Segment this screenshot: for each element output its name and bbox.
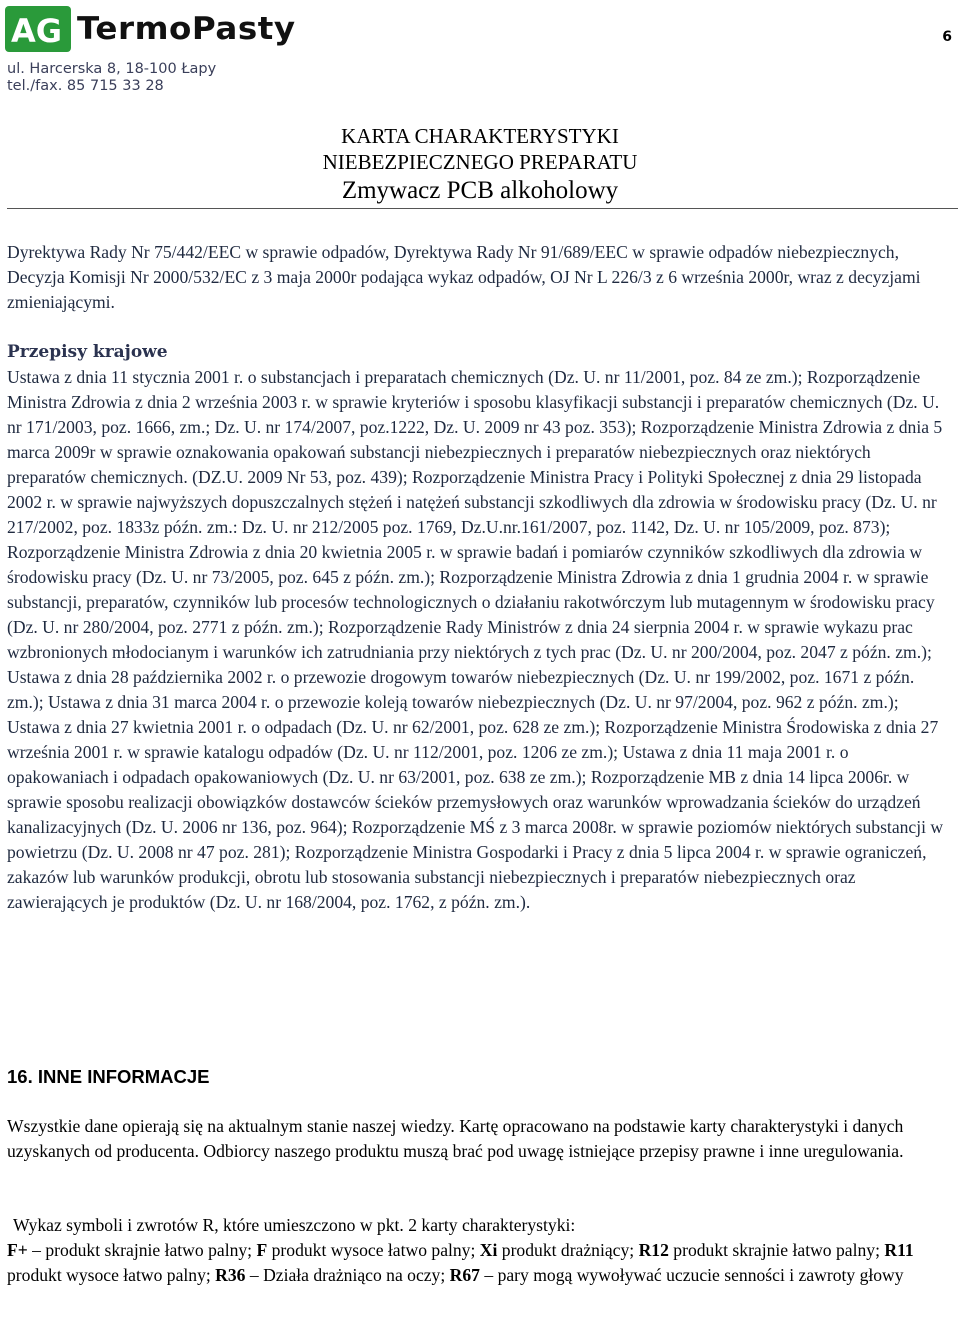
- symbol-code: R36: [215, 1265, 246, 1285]
- doc-title-line1: KARTA CHARAKTERYSTYKI: [341, 124, 619, 148]
- symbol-desc: produkt skrajnie łatwo palny;: [668, 1240, 885, 1260]
- company-logo: [5, 6, 296, 52]
- title-divider: [7, 208, 958, 209]
- symbol-desc: – produkt skrajnie łatwo palny;: [27, 1240, 257, 1260]
- symbols-list: [7, 1213, 954, 1288]
- symbol-code: R11: [884, 1240, 914, 1260]
- symbol-desc: produkt drażniący;: [497, 1240, 639, 1260]
- address-line: ul. Harcerska 8, 18-100 Łapy: [7, 61, 217, 77]
- symbol-desc: produkt wysoce łatwo palny;: [267, 1240, 480, 1260]
- page-number: 6: [942, 29, 952, 45]
- symbol-code: F: [256, 1240, 268, 1260]
- doc-title-line2: NIEBEZPIECZNEGO PREPARATU: [322, 150, 638, 174]
- logo-badge-text: AG: [11, 12, 63, 50]
- symbol-desc: – pary mogą wywoływać uczucie senności i zawroty głowy: [479, 1265, 904, 1285]
- directive-paragraph: Dyrektywa Rady Nr 75/442/EEC w sprawie odpadów, Dyrektywa Rady Nr 91/689/EEC w sprawie odpadów niebezpiecznych, Decyzja Komisji Nr 2000/532/EC z 3 maja 2000r podająca wykaz odpadów, OJ Nr L 226/3 z 6 września 2000r, wraz z decyzjami zmieniającymi.: [7, 242, 921, 312]
- symbol-desc: – Działa drażniąco na oczy;: [245, 1265, 450, 1285]
- symbols-items: [7, 1238, 954, 1288]
- national-regulations-text: Ustawa z dnia 11 stycznia 2001 r. o substancjach i preparatach chemicznych (Dz. U. nr 11/2001, poz. 84 ze zm.); Rozporządzenie Ministra Zdrowia z dnia 2 września 2003 r. w sprawie kryteriów i sposobu klasyfikacji substancji i preparatów chemicznych (Dz. U. nr 171/2003, poz. 1666, zm.; Dz. U. nr 174/2007, poz.1222, Dz. U. 2009 nr 43 poz. 353); Rozporządzenie Ministra Zdrowia z dnia 5 marca 2009r w sprawie oznakowania opakowań substancji niebezpiecznych i preparatów niebezpiecznych oraz niektórych preparatów chemicznych. (DZ.U. 2009 Nr 53, poz. 439); Rozporządzenie Ministra Pracy i Polityki Społecznej z dnia 29 listopada 2002 r. w sprawie najwyższych dopuszczalnych stężeń i natężeń substancji szkodliwych dla zdrowia w środowisku pracy (Dz. U. nr 217/2002, poz. 1833z późn. zm.: Dz. U. nr 212/2005 poz. 1769, Dz.U.nr.161/2007, poz. 1142, Dz. U. nr 105/2009, poz. 873); Rozporządzenie Ministra Zdrowia z dnia 20 kwietnia 2005 r. w sprawie badań i pomiarów czynników szkodliwych dla zdrowia w środowisku pracy (Dz. U. nr 73/2005, poz. 645 z późn. zm.); Rozporządzenie Ministra Zdrowia z dnia 1 grudnia 2004 r. w sprawie substancji, preparatów, czynników lub procesów technologicznych o działaniu rakotwórczym lub mutagennym w środowisku pracy (Dz. U. nr 280/2004, poz. 2771 z późn. zm.); Rozporządzenie Rady Ministrów z dnia 24 sierpnia 2004 r. w sprawie wykazu prac wzbronionych młodocianym i warunków ich zatrudniania przy niektórych z tych prac (Dz. U. nr 200/2004, poz. 2047 z późn. zm.); Ustawa z dnia 28 października 2002 r. o przewozie drogowym towarów niebezpiecznych (Dz. U. nr 199/2002, poz. 1671 z późn. zm.); Ustawa z dnia 31 marca 2004 r. o przewozie koleją towarów niebezpiecznych (Dz. U. nr 97/2004, poz. 962 z późn. zm.); Ustawa z dnia 27 kwietnia 2001 r. o odpadach (Dz. U. nr 62/2001, poz. 628 ze zm.); Rozporządzenie Ministra Środowiska z dnia 27 września 2001 r. w sprawie katalogu odpadów (Dz. U. nr 112/2001, poz. 1206 ze zm.); Ustawa z dnia 11 maja 2001 r. o opakowaniach i odpadach opakowaniowych (Dz. U. nr 63/2001, poz. 638 ze zm.); Rozporządzenie MB z dnia 14 lipca 2006r. w sprawie sposobu realizacji obowiązków dostawców ścieków przemysłowych oraz warunków wprowadzania ścieków do urządzeń kanalizacyjnych (Dz. U. 2006 nr 136, poz. 964); Rozporządzenie MŚ z 3 marca 2008r. w sprawie poziomów niektórych substancji w powietrzu (Dz. U. 2008 nr 47 poz. 281); Rozporządzenie Ministra Gospodarki i Pracy z dnia 5 lipca 2004 r. w sprawie ograniczeń, zakazów lub warunków produkcji, obrotu lub stosowania substancji niebezpiecznych i preparatów niebezpiecznych oraz zawierających je produktów (Dz. U. nr 168/2004, poz. 1762, z późn. zm.).: [7, 367, 944, 912]
- symbol-code: Xi: [479, 1240, 498, 1260]
- symbol-code: F+: [7, 1240, 28, 1260]
- symbol-code: R12: [638, 1240, 669, 1260]
- symbol-code: R67: [449, 1265, 480, 1285]
- product-name: Zmywacz PCB alkoholowy: [341, 177, 619, 204]
- section-16-text: Wszystkie dane opierają się na aktualnym stanie naszej wiedzy. Kartę opracowano na podstawie karty charakterystyki i danych uzyskanych od producenta. Odbiorcy naszego produktu muszą brać pod uwagę istniejące przepisy prawne i inne uregulowania.: [7, 1116, 904, 1161]
- phone-line: tel./fax. 85 715 33 28: [7, 78, 164, 94]
- logo-badge-icon: [5, 6, 71, 52]
- brand-name: TermoPasty: [77, 11, 296, 47]
- national-regulations-heading: Przepisy krajowe: [7, 342, 168, 362]
- section-16-heading: 16. INNE INFORMACJE: [7, 1066, 210, 1087]
- symbol-desc: produkt wysoce łatwo palny;: [7, 1265, 216, 1285]
- symbols-lead: Wykaz symboli i zwrotów R, które umieszczono w pkt. 2 karty charakterystyki:: [13, 1215, 576, 1235]
